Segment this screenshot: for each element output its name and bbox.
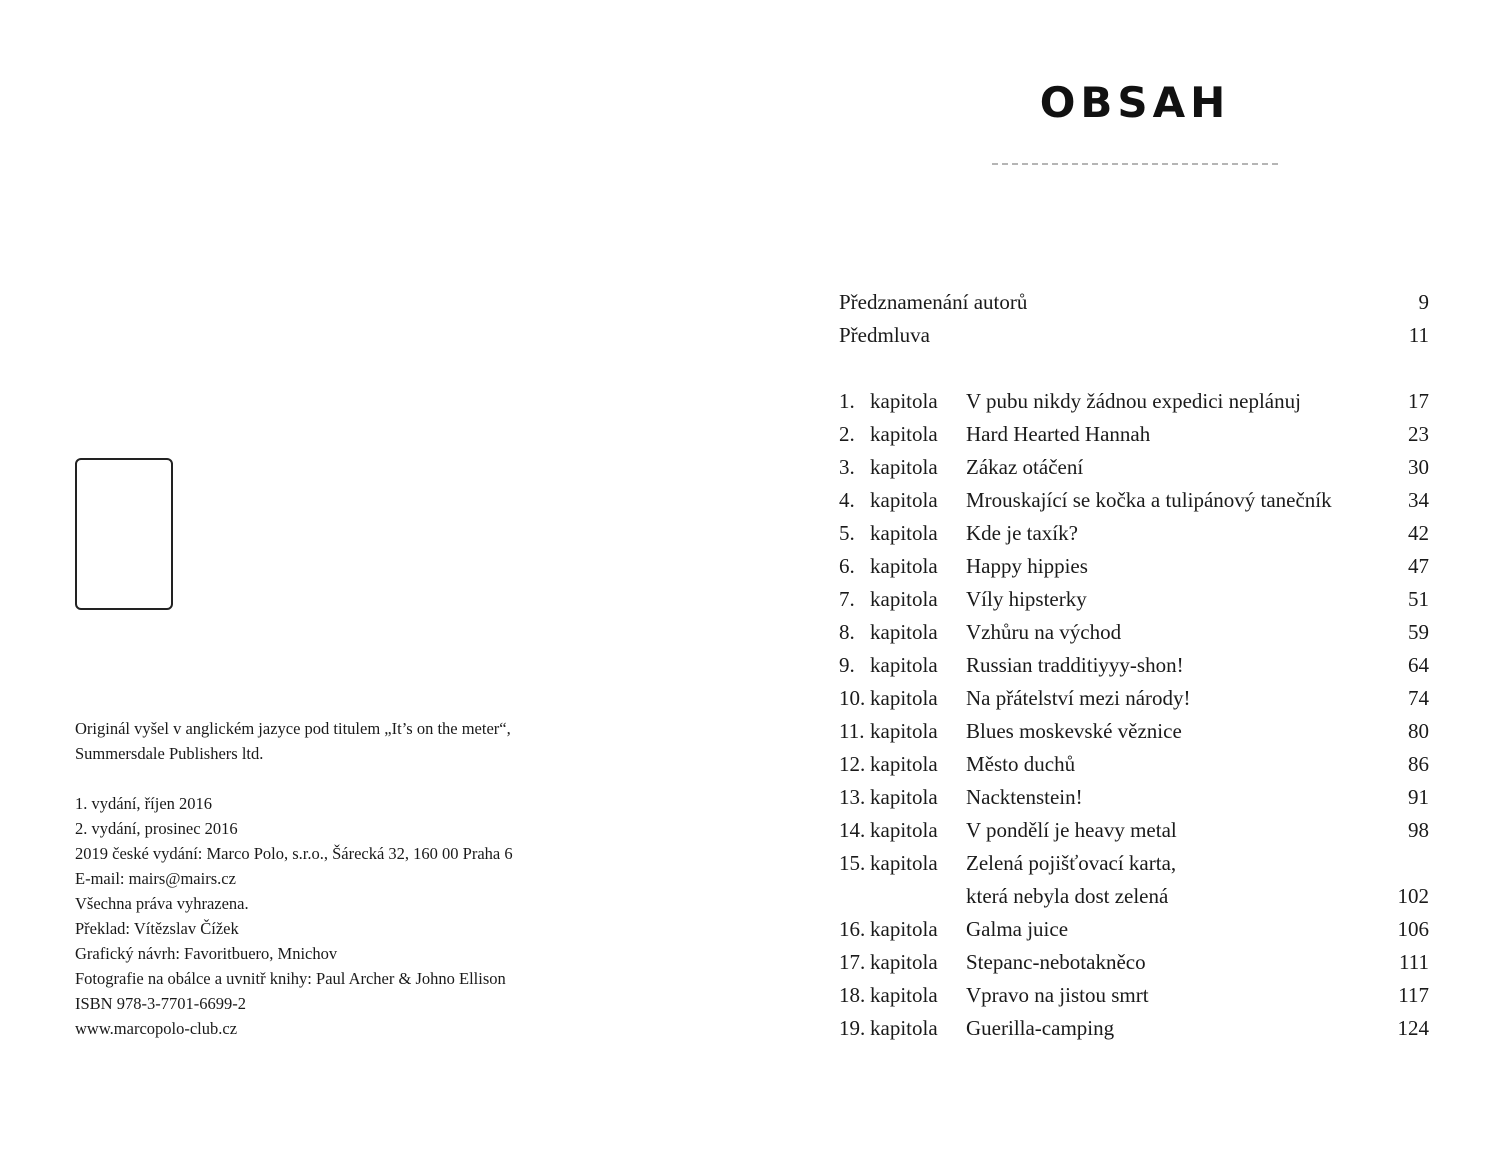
chapter-title xyxy=(966,1012,1367,1045)
imprint-line: www.marcopolo-club.cz xyxy=(75,1019,238,1038)
front-matter-page: 11 xyxy=(1408,323,1429,347)
chapter-title-line: Mrouskající se kočka a tulipánový tanečník xyxy=(966,488,1332,512)
chapter-title-line: která nebyla dost zelená xyxy=(966,884,1169,908)
chapter-word: kapitola xyxy=(870,455,938,479)
chapter-page: 59 xyxy=(1408,620,1429,644)
chapter-title xyxy=(966,517,1367,550)
publisher-logo-frame xyxy=(75,458,173,610)
chapter-row xyxy=(839,847,1429,913)
chapter-page: 102 xyxy=(1397,884,1429,908)
chapter-title-line: V pondělí je heavy metal xyxy=(966,818,1177,842)
chapter-title-line: Na přátelství mezi národy! xyxy=(966,686,1191,710)
chapter-number: 9. xyxy=(839,653,855,677)
imprint xyxy=(75,716,695,1041)
chapter-row xyxy=(839,781,1429,814)
chapter-title-line: Galma juice xyxy=(966,917,1069,941)
chapter-title xyxy=(966,781,1367,814)
chapter-title-line: Vpravo na jistou smrt xyxy=(966,983,1149,1007)
chapter-page: 64 xyxy=(1408,653,1429,677)
chapter-title xyxy=(966,418,1367,451)
chapter-page: 42 xyxy=(1408,521,1429,545)
chapter-title xyxy=(966,682,1367,715)
imprint-line: Originál vyšel v anglickém jazyce pod titulem „It’s on the meter“, xyxy=(75,719,511,738)
chapter-number: 14. xyxy=(839,818,866,842)
chapter-title-line: Kde je taxík? xyxy=(966,521,1078,545)
chapter-page: 74 xyxy=(1408,686,1429,710)
left-page xyxy=(0,0,752,1163)
chapter-number: 1. xyxy=(839,389,855,413)
imprint-line: Překlad: Vítězslav Čížek xyxy=(75,919,239,938)
chapter-title xyxy=(966,385,1367,418)
chapter-row xyxy=(839,418,1429,451)
chapter-number: 4. xyxy=(839,488,855,512)
imprint-line: 2019 české vydání: Marco Polo, s.r.o., Šárecká 32, 160 00 Praha 6 xyxy=(75,844,513,863)
imprint-line: 2. vydání, prosinec 2016 xyxy=(75,819,238,838)
chapter-number: 16. xyxy=(839,917,866,941)
chapter-page: 30 xyxy=(1408,455,1429,479)
chapter-word: kapitola xyxy=(870,389,938,413)
chapter-page: 47 xyxy=(1408,554,1429,578)
chapter-word: kapitola xyxy=(870,587,938,611)
chapter-row xyxy=(839,451,1429,484)
front-matter-title: Předmluva xyxy=(839,323,930,347)
imprint-line: ISBN 978-3-7701-6699-2 xyxy=(75,994,246,1013)
chapter-row xyxy=(839,748,1429,781)
chapter-word: kapitola xyxy=(870,950,938,974)
chapter-number: 10. xyxy=(839,686,866,710)
chapter-title-line: Blues moskevské věznice xyxy=(966,719,1182,743)
chapter-title xyxy=(966,814,1367,847)
chapter-page: 34 xyxy=(1408,488,1429,512)
chapter-title xyxy=(966,583,1367,616)
chapter-word: kapitola xyxy=(870,752,938,776)
chapter-word: kapitola xyxy=(870,785,938,809)
imprint-spacer xyxy=(75,766,695,791)
chapter-page: 80 xyxy=(1408,719,1429,743)
chapter-title-line: Město duchů xyxy=(966,752,1076,776)
chapter-row xyxy=(839,517,1429,550)
chapter-word: kapitola xyxy=(870,818,938,842)
chapter-number: 11. xyxy=(839,719,865,743)
chapter-word: kapitola xyxy=(870,1016,938,1040)
chapter-number: 17. xyxy=(839,950,866,974)
chapter-list xyxy=(839,385,1429,1045)
chapter-title-line: Vzhůru na východ xyxy=(966,620,1122,644)
right-page xyxy=(752,0,1505,1163)
chapter-row xyxy=(839,550,1429,583)
chapter-word: kapitola xyxy=(870,917,938,941)
chapter-title xyxy=(966,484,1367,517)
chapter-word: kapitola xyxy=(870,851,938,875)
chapter-word: kapitola xyxy=(870,653,938,677)
chapter-word: kapitola xyxy=(870,983,938,1007)
table-of-contents xyxy=(839,286,1429,1045)
chapter-word: kapitola xyxy=(870,554,938,578)
chapter-title xyxy=(966,913,1367,946)
chapter-title-line: Russian tradditiyyy-shon! xyxy=(966,653,1184,677)
chapter-row xyxy=(839,385,1429,418)
chapter-row xyxy=(839,616,1429,649)
imprint-line: Fotografie na obálce a uvnitř knihy: Paul Archer & Johno Ellison xyxy=(75,969,506,988)
chapter-number: 19. xyxy=(839,1016,866,1040)
front-matter-row xyxy=(839,319,1429,352)
toc-spacer xyxy=(839,352,1429,385)
front-matter-page: 9 xyxy=(1418,290,1429,314)
chapter-number: 7. xyxy=(839,587,855,611)
chapter-page: 98 xyxy=(1408,818,1429,842)
chapter-title xyxy=(966,451,1367,484)
imprint-line: 1. vydání, říjen 2016 xyxy=(75,794,213,813)
chapter-title xyxy=(966,847,1367,913)
chapter-title xyxy=(966,649,1367,682)
chapter-word: kapitola xyxy=(870,488,938,512)
chapter-word: kapitola xyxy=(870,686,938,710)
chapter-page: 106 xyxy=(1397,917,1429,941)
chapter-word: kapitola xyxy=(870,719,938,743)
imprint-line: Summersdale Publishers ltd. xyxy=(75,744,264,763)
imprint-line: E-mail: mairs@mairs.cz xyxy=(75,869,236,888)
chapter-title-line: Happy hippies xyxy=(966,554,1088,578)
chapter-title xyxy=(966,946,1367,979)
chapter-row xyxy=(839,946,1429,979)
chapter-page: 23 xyxy=(1408,422,1429,446)
chapter-row xyxy=(839,484,1429,517)
chapter-row xyxy=(839,649,1429,682)
front-matter-row xyxy=(839,286,1429,319)
chapter-title xyxy=(966,715,1367,748)
chapter-number: 5. xyxy=(839,521,855,545)
chapter-title xyxy=(966,550,1367,583)
chapter-number: 6. xyxy=(839,554,855,578)
chapter-number: 18. xyxy=(839,983,866,1007)
chapter-page: 111 xyxy=(1399,950,1429,974)
chapter-row xyxy=(839,913,1429,946)
chapter-row xyxy=(839,715,1429,748)
chapter-title xyxy=(966,748,1367,781)
chapter-number: 8. xyxy=(839,620,855,644)
chapter-title-line: Hard Hearted Hannah xyxy=(966,422,1151,446)
chapter-title-line: Stepanc-nebotakněco xyxy=(966,950,1146,974)
chapter-word: kapitola xyxy=(870,422,938,446)
chapter-number: 12. xyxy=(839,752,866,776)
chapter-number: 3. xyxy=(839,455,855,479)
chapter-page: 86 xyxy=(1408,752,1429,776)
chapter-title xyxy=(966,979,1367,1012)
chapter-title-line: Zákaz otáčení xyxy=(966,455,1084,479)
chapter-title-line: Víly hipsterky xyxy=(966,587,1087,611)
chapter-row xyxy=(839,979,1429,1012)
chapter-word: kapitola xyxy=(870,521,938,545)
front-matter-title: Předznamenání autorů xyxy=(839,290,1028,314)
chapter-page: 117 xyxy=(1398,983,1429,1007)
chapter-title-line: Zelená pojišťovací karta, xyxy=(966,851,1177,875)
chapter-number: 13. xyxy=(839,785,866,809)
chapter-title-line: V pubu nikdy žádnou expedici neplánuj xyxy=(966,389,1301,413)
chapter-row xyxy=(839,1012,1429,1045)
title-divider xyxy=(992,163,1278,165)
chapter-title-line: Guerilla-camping xyxy=(966,1016,1115,1040)
chapter-page: 51 xyxy=(1408,587,1429,611)
chapter-title xyxy=(966,616,1367,649)
chapter-row xyxy=(839,682,1429,715)
chapter-word: kapitola xyxy=(870,620,938,644)
imprint-line: Grafický návrh: Favoritbuero, Mnichov xyxy=(75,944,338,963)
chapter-number: 2. xyxy=(839,422,855,446)
toc-title: OBSAH xyxy=(1039,78,1231,127)
chapter-page: 91 xyxy=(1408,785,1429,809)
chapter-title-line: Nacktenstein! xyxy=(966,785,1083,809)
imprint-line: Všechna práva vyhrazena. xyxy=(75,894,249,913)
chapter-page: 124 xyxy=(1397,1016,1429,1040)
chapter-row xyxy=(839,583,1429,616)
chapter-page: 17 xyxy=(1408,389,1429,413)
chapter-row xyxy=(839,814,1429,847)
chapter-number: 15. xyxy=(839,851,866,875)
